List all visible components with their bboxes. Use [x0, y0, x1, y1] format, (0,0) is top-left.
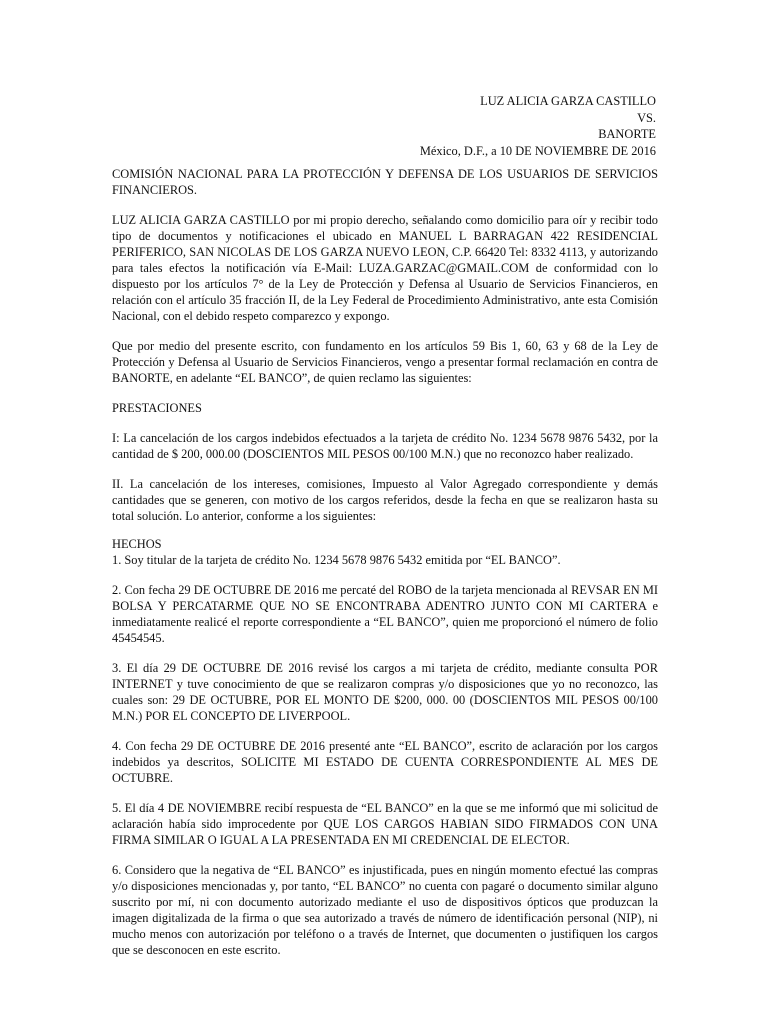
hecho-item: 1. Soy titular de la tarjeta de crédito No. 1234 5678 9876 5432 emitida por “EL BANCO”.	[112, 553, 561, 567]
document-header	[112, 93, 656, 159]
respondent-bank: BANORTE	[598, 127, 656, 141]
intro-paragraph: LUZ ALICIA GARZA CASTILLO por mi propio derecho, señalando como domicilio para oír y recibir todo tipo de documentos y notificaciones el ubicado en MANUEL L BARRAGAN 422 RESIDENCIAL PERIFERICO, SAN NICOLAS DE LOS GARZA NUEVO LEON, C.P. 66420 Tel: 8332 4113, y autorizando para tales efectos la notificación vía E-Mail: LUZA.GARZAC@GMAIL.COM de conformidad con lo dispuesto por los artículos 7° de la Ley de Protección y Defensa al Usuario de Servicios Financieros, en relación con el artículo 35 fracción II, de la Ley Federal de Procedimiento Administrativo, ante esta Comisión Nacional, con el debido respeto comparezco y expongo.	[112, 213, 658, 323]
place-date: México, D.F., a 10 DE NOVIEMBRE DE 2016	[419, 143, 656, 158]
hecho-item: 6. Considero que la negativa de “EL BANCO” es injustificada, pues en ningún momento efectué las compras y/o disposiciones mencionadas y, por tanto, “EL BANCO” no cuenta con pagaré o documento similar alguno suscrito por mí, ni con documento autorizado mediante el uso de dispositivos ópticos que produzcan la imagen digitalizada de la firma o que sea autorizado a través de número de identificación personal (NIP), ni mucho menos con autorización por teléfono o a través de Internet, que documenten o justifiquen los cargos que se desconocen en este escrito.	[112, 863, 658, 957]
hecho-item: 5. El día 4 DE NOVIEMBRE recibí respuesta de “EL BANCO” en la que se me informó que mi solicitud de aclaración había sido improcedente por QUE LOS CARGOS HABIAN SIDO FIRMADOS CON UNA FIRMA SIMILAR O IGUAL A LA PRESENTADA EN MI CREDENCIAL DE ELECTOR.	[112, 801, 658, 847]
hechos-heading: HECHOS	[112, 537, 162, 551]
hecho-item: 4. Con fecha 29 DE OCTUBRE DE 2016 presenté ante “EL BANCO”, escrito de aclaración por los cargos indebidos ya descritos, SOLICITE MI ESTADO DE CUENTA CORRESPONDIENTE AL MES DE OCTUBRE.	[112, 739, 658, 785]
prestacion-item: II. La cancelación de los intereses, comisiones, Impuesto al Valor Agregado correspondiente y demás cantidades que se generen, con motivo de los cargos referidos, desde la fecha en que se realizaron hasta su total solución. Lo anterior, conforme a los siguientes:	[112, 477, 658, 523]
purpose-paragraph: Que por medio del presente escrito, con fundamento en los artículos 59 Bis 1, 60, 63 y 68 de la Ley de Protección y Defensa al Usuario de Servicios Financieros, vengo a presentar formal reclamación en contra de BANORTE, en adelante “EL BANCO”, de quien reclamo las siguientes:	[112, 339, 658, 385]
addressee: COMISIÓN NACIONAL PARA LA PROTECCIÓN Y DEFENSA DE LOS USUARIOS DE SERVICIOS FINANCIEROS.	[112, 167, 658, 197]
versus-label: VS.	[637, 110, 656, 125]
hecho-item: 3. El día 29 DE OCTUBRE DE 2016 revisé los cargos a mi tarjeta de crédito, mediante consulta POR INTERNET y tuve conocimiento de que se realizaron compras y/o disposiciones que yo no reconozco, las cuales son: 29 DE OCTUBRE, POR EL MONTO DE $200, 000. 00 (DOSCIENTOS MIL PESOS 00/100 M.N.) POR EL CONCEPTO DE LIVERPOOL.	[112, 661, 658, 723]
prestacion-item: I: La cancelación de los cargos indebidos efectuados a la tarjeta de crédito No. 1234 5678 9876 5432, por la cantidad de $ 200, 000.00 (DOSCIENTOS MIL PESOS 00/100 M.N.) que no reconozco haber realizado.	[112, 431, 658, 461]
hecho-item: 2. Con fecha 29 DE OCTUBRE DE 2016 me percaté del ROBO de la tarjeta mencionada al REVSAR EN MI BOLSA Y PERCATARME QUE NO SE ENCONTRABA ADENTRO JUNTO CON MI CARTERA e inmediatamente realicé el reporte correspondiente a “EL BANCO”, quien me proporcionó el número de folio 45454545.	[112, 583, 658, 645]
prestaciones-heading: PRESTACIONES	[112, 401, 202, 415]
claimant-name: LUZ ALICIA GARZA CASTILLO	[480, 94, 656, 108]
document-body	[112, 166, 658, 958]
